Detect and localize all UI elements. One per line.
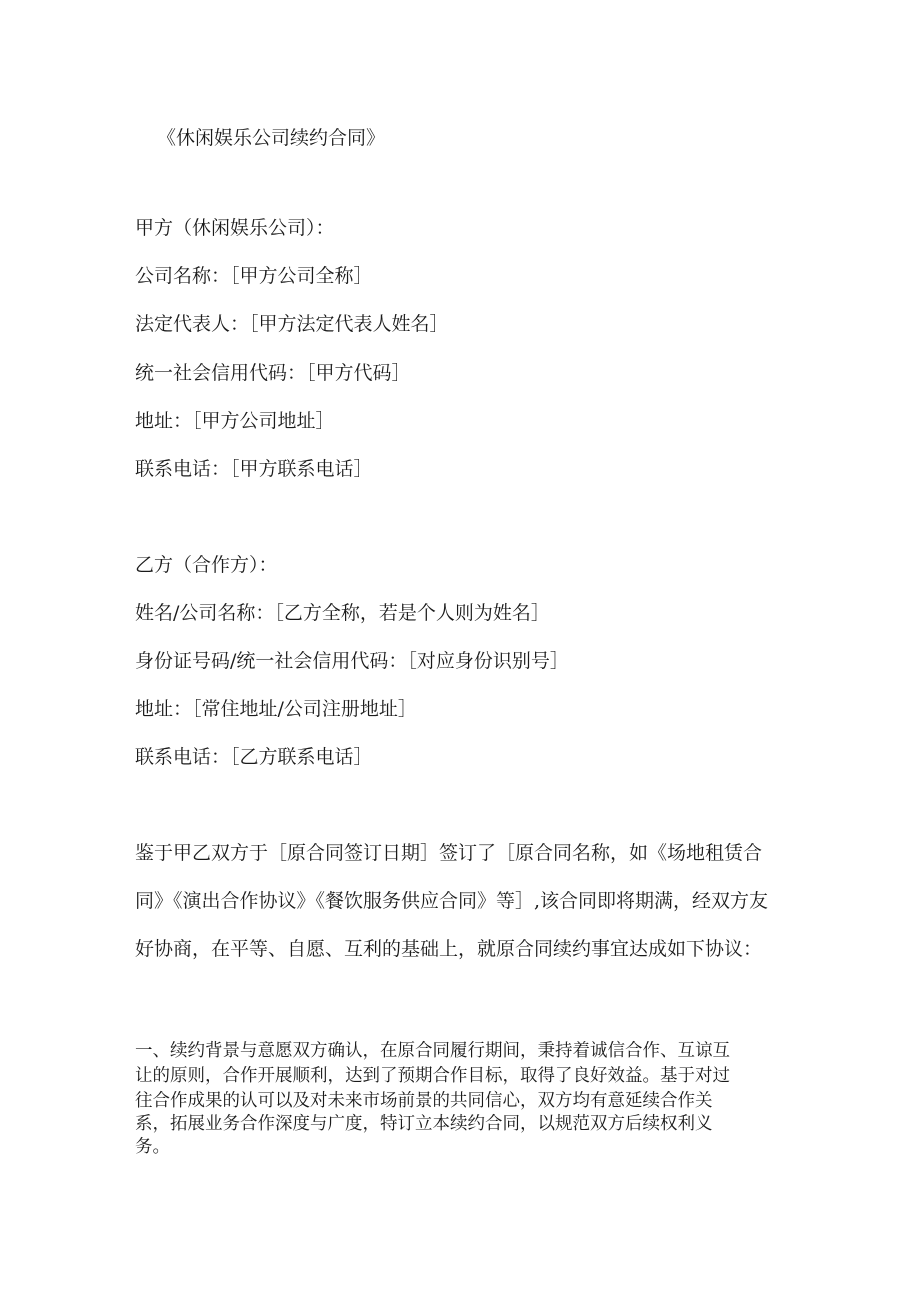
party-b-phone: 联系电话：［乙方联系电话］ [135, 746, 373, 768]
section-1-line: 系，拓展业务合作深度与广度，特订立本续约合同，以规范双方后续权利义 [135, 1114, 713, 1134]
section-1-line: 务。 [135, 1137, 170, 1157]
party-a-legal-representative: 法定代表人：［甲方法定代表人姓名］ [135, 313, 449, 335]
section-1-line: 让的原则，合作开展顺利，达到了预期合作目标，取得了良好效益。基于对过 [135, 1066, 730, 1086]
party-b-address: 地址：［常住地址/公司注册地址］ [135, 698, 417, 720]
preamble-line: 同》《演出合作协议》《餐饮服务供应合同》等］,该合同即将期满，经双方友 [135, 890, 769, 912]
party-a-phone: 联系电话：［甲方联系电话］ [135, 458, 373, 480]
section-1-line: 一、续约背景与意愿双方确认，在原合同履行期间，秉持着诚信合作、互谅互 [135, 1041, 730, 1061]
party-a-company-name: 公司名称：［甲方公司全称］ [135, 265, 373, 287]
party-a-heading: 甲方（休闲娱乐公司）： [135, 217, 335, 239]
party-b-id-number: 身份证号码/统一社会信用代码：［对应身份识别号］ [135, 650, 569, 672]
party-a-credit-code: 统一社会信用代码：［甲方代码］ [135, 362, 411, 384]
document-title: 《休闲娱乐公司续约合同》 [157, 127, 386, 149]
preamble-line: 好协商，在平等、自愿、互利的基础上，就原合同续约事宜达成如下协议： [135, 938, 763, 960]
section-1-line: 往合作成果的认可以及对未来市场前景的共同信心，双方均有意延续合作关 [135, 1091, 713, 1111]
preamble-line: 鉴于甲乙双方于［原合同签订日期］签订了［原合同名称，如《场地租赁合 [135, 842, 763, 864]
party-b-heading: 乙方（合作方）： [135, 554, 278, 576]
party-a-address: 地址：［甲方公司地址］ [135, 410, 335, 432]
party-b-name: 姓名/公司名称：［乙方全称，若是个人则为姓名］ [135, 602, 550, 624]
